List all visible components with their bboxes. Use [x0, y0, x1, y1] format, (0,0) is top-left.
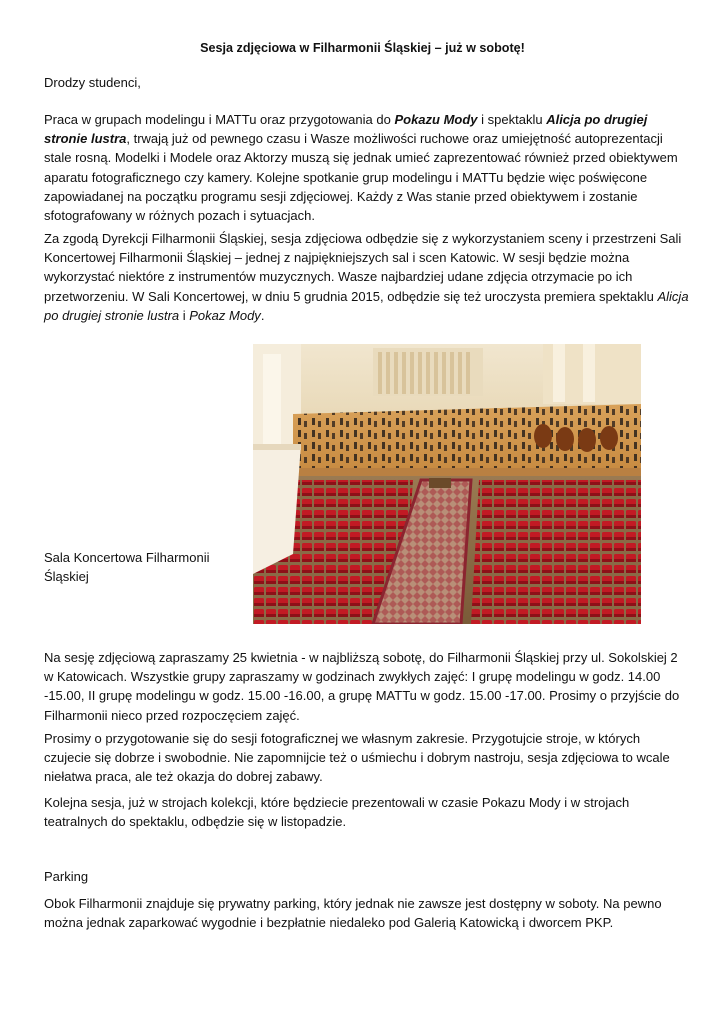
- document-title: Sesja zdjęciowa w Filharmonii Śląskiej – już w sobotę!: [200, 41, 525, 55]
- concert-hall-photo: [253, 344, 641, 624]
- p2-play-name: Alicja po drugiej stronie lustra: [44, 288, 689, 323]
- p2-text-c: i: [179, 307, 190, 323]
- greeting: Drodzy studenci,: [44, 75, 141, 90]
- paragraph-preparation: Prosimy o przygotowanie się do sesji fotograficznej we własnym zakresie. Przygotujcie stroje, w których czujecie się dobrze i swobodnie. Nie zapomnijcie też o uśmiechu i dobrym nastroju, sesja zdjęciowa to wcale niełatwa praca, ale też okazja do dobrej zabawy.: [44, 731, 670, 785]
- paragraph-venue: [44, 229, 689, 325]
- paragraph-parking: Obok Filharmonii znajduje się prywatny parking, który jednak nie zawsze jest dostępny w soboty. Na pewno można jednak zaparkować wygodnie i bezpłatnie niedaleko pod Galerią Katowicką i dworcem PKP.: [44, 896, 662, 931]
- photo-caption: Sala Koncertowa Filharmonii Śląskiej: [44, 550, 210, 584]
- paragraph-next-session: Kolejna sesja, już w strojach kolekcji, które będziecie prezentowali w czasie Pokazu Mody i w strojach teatralnych do spektaklu, odbędzie się w listopadzie.: [44, 795, 630, 830]
- p1-show-name: Pokazu Mody: [394, 112, 478, 127]
- parking-heading: Parking: [44, 869, 89, 884]
- p1-play-name: Alicja po drugiej stronie lustra: [44, 112, 648, 147]
- p2-text-a: Za zgodą Dyrekcji Filharmonii Śląskiej, sesja zdjęciowa odbędzie się z wykorzystaniem sceny i przestrzeni Sali Koncertowej Filharmonii Śląskiej – jednej z najpiękniejszych sal i scen Katowic. W sesji będzie można wykorzystać niektóre z instrumentów muzycznych. Wasze najbardziej udane zdjęcia otrzymacie po ich przetworzeniu. W Sali Koncertowej, w dniu 5 grudnia 2015, odbędzie się też uroczysta premiera spektaklu: [44, 231, 682, 304]
- p2-text-e: .: [260, 307, 265, 323]
- p2-show-name: Pokaz Mody: [189, 307, 261, 323]
- p1-text-e: , trwają już od pewnego czasu i Wasze możliwości ruchowe oraz umiejętność autoprezentacji stale rosną. Modelki i Modele oraz Aktorzy muszą się jednak umieć zaprezentować również przed obiektywem aparatu fotograficznego czy kamery. Kolejne spotkanie grup modelingu i MATTu będzie więc poświęcone zapowiadanej na początku programu sesji zdjęciowej. Każdy z Was stanie przed obiektywem i zostanie sfotografowany w różnych pozach i sytuacjach.: [44, 131, 678, 224]
- p1-text-a: Praca w grupach modelingu i MATTu oraz przygotowania do: [44, 112, 395, 127]
- paragraph-schedule: Na sesję zdjęciową zapraszamy 25 kwietnia - w najbliższą sobotę, do Filharmonii Śląskiej przy ul. Sokolskiej 2 w Katowicach. Wszystkie grupy zapraszamy w godzinach zwykłych zajęć: I grupę modelingu w godz. 14.00 -15.00, II grupę modelingu w godz. 15.00 -16.00, a grupę MATTu w godz. 15.00 -17.00. Prosimy o przyjście do Filharmonii nieco przed rozpoczęciem zajęć.: [44, 650, 680, 723]
- paragraph-intro: [44, 110, 689, 225]
- p1-text-c: i spektaklu: [477, 112, 547, 127]
